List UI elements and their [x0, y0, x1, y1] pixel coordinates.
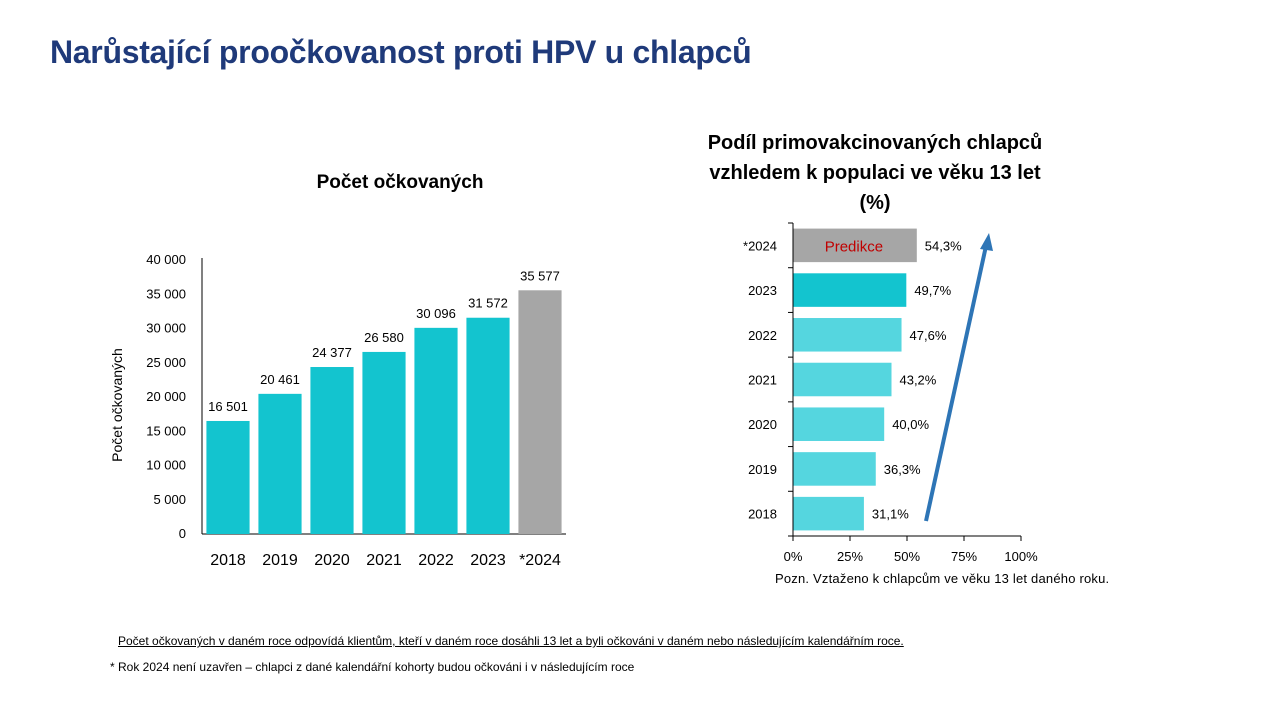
y-tick-label: 25 000	[146, 354, 186, 370]
hbar-category-label: 2018	[748, 506, 777, 522]
x-tick-label: 2019	[262, 552, 298, 569]
hbar	[793, 497, 864, 531]
x-tick-label: *2024	[519, 552, 561, 569]
bar-chart-title: Počet očkovaných	[316, 172, 484, 193]
x-tick-label: 2022	[418, 552, 454, 569]
x-tick-label: 2018	[210, 552, 246, 569]
hbar-category-label: *2024	[743, 238, 777, 254]
hbar-data-label: 43,2%	[899, 372, 937, 388]
hbar-x-tick-label: 75%	[950, 549, 978, 564]
predikce-annotation: Predikce	[824, 238, 884, 256]
hbar	[793, 273, 906, 307]
hbar-category-label: 2022	[748, 327, 777, 343]
hbar-data-label: 49,7%	[914, 283, 952, 299]
hbar-data-label: 54,3%	[924, 238, 962, 254]
hbar-x-tick-label: 25%	[836, 549, 864, 564]
y-tick-label: 40 000	[146, 252, 186, 267]
bar-data-label: 24 377	[312, 345, 352, 361]
y-tick-label: 10 000	[146, 457, 186, 473]
slide-title: Narůstající proočkovanost proti HPV u chlapců	[50, 34, 752, 70]
hbar	[793, 318, 902, 352]
hbar-data-label: 36,3%	[883, 461, 921, 477]
hbar-x-tick-label: 50%	[893, 549, 921, 564]
bar-data-label: 26 580	[364, 329, 404, 345]
hbar-chart-title: Podíl primovakcinovaných chlapců vzhledem k populaci ve věku 13 let (%)	[707, 132, 1043, 214]
bar-data-label: 30 096	[416, 305, 456, 321]
x-tick-label: 2023	[470, 552, 506, 569]
y-tick-label: 20 000	[146, 389, 186, 404]
bar-data-label: 31 572	[468, 295, 508, 311]
bar-data-label: 16 501	[208, 398, 248, 414]
hbar	[793, 452, 876, 486]
bar-data-label: 35 577	[520, 268, 560, 284]
hbar	[793, 363, 891, 397]
hbar-x-tick-label: 0%	[783, 549, 803, 564]
y-tick-label: 0	[178, 526, 186, 541]
hbar	[793, 407, 884, 441]
y-tick-label: 15 000	[146, 423, 186, 439]
x-tick-label: 2020	[314, 552, 350, 569]
hbar-category-label: 2020	[748, 417, 777, 433]
hbar-x-tick-label: 100%	[1004, 549, 1038, 564]
hbar-data-label: 40,0%	[892, 417, 930, 433]
y-tick-label: 35 000	[146, 286, 186, 302]
trend-arrow-head	[980, 233, 993, 251]
footnote-2024: * Rok 2024 není uzavřen – chlapci z dané kalendářní kohorty budou očkováni i v následujícím roce	[110, 660, 635, 674]
hbar-data-label: 31,1%	[871, 506, 909, 522]
hbar-category-label: 2021	[748, 372, 777, 388]
y-axis-label: Počet očkovaných	[109, 348, 125, 462]
hbar-category-label: 2019	[748, 461, 777, 477]
bar-data-label: 20 461	[260, 371, 300, 387]
hbar-data-label: 47,6%	[909, 327, 947, 343]
footnote-definition: Počet očkovaných v daném roce odpovídá klientům, kteří v daném roce dosáhli 13 let a byli očkováni v daném nebo následujícím kalendářním roce.	[118, 634, 904, 648]
y-tick-label: 30 000	[146, 320, 186, 336]
chart-note: Pozn. Vztaženo k chlapcům ve věku 13 let daného roku.	[775, 571, 1110, 586]
hbar-category-label: 2023	[748, 283, 777, 299]
x-tick-label: 2021	[366, 552, 402, 569]
y-tick-label: 5 000	[153, 491, 186, 507]
